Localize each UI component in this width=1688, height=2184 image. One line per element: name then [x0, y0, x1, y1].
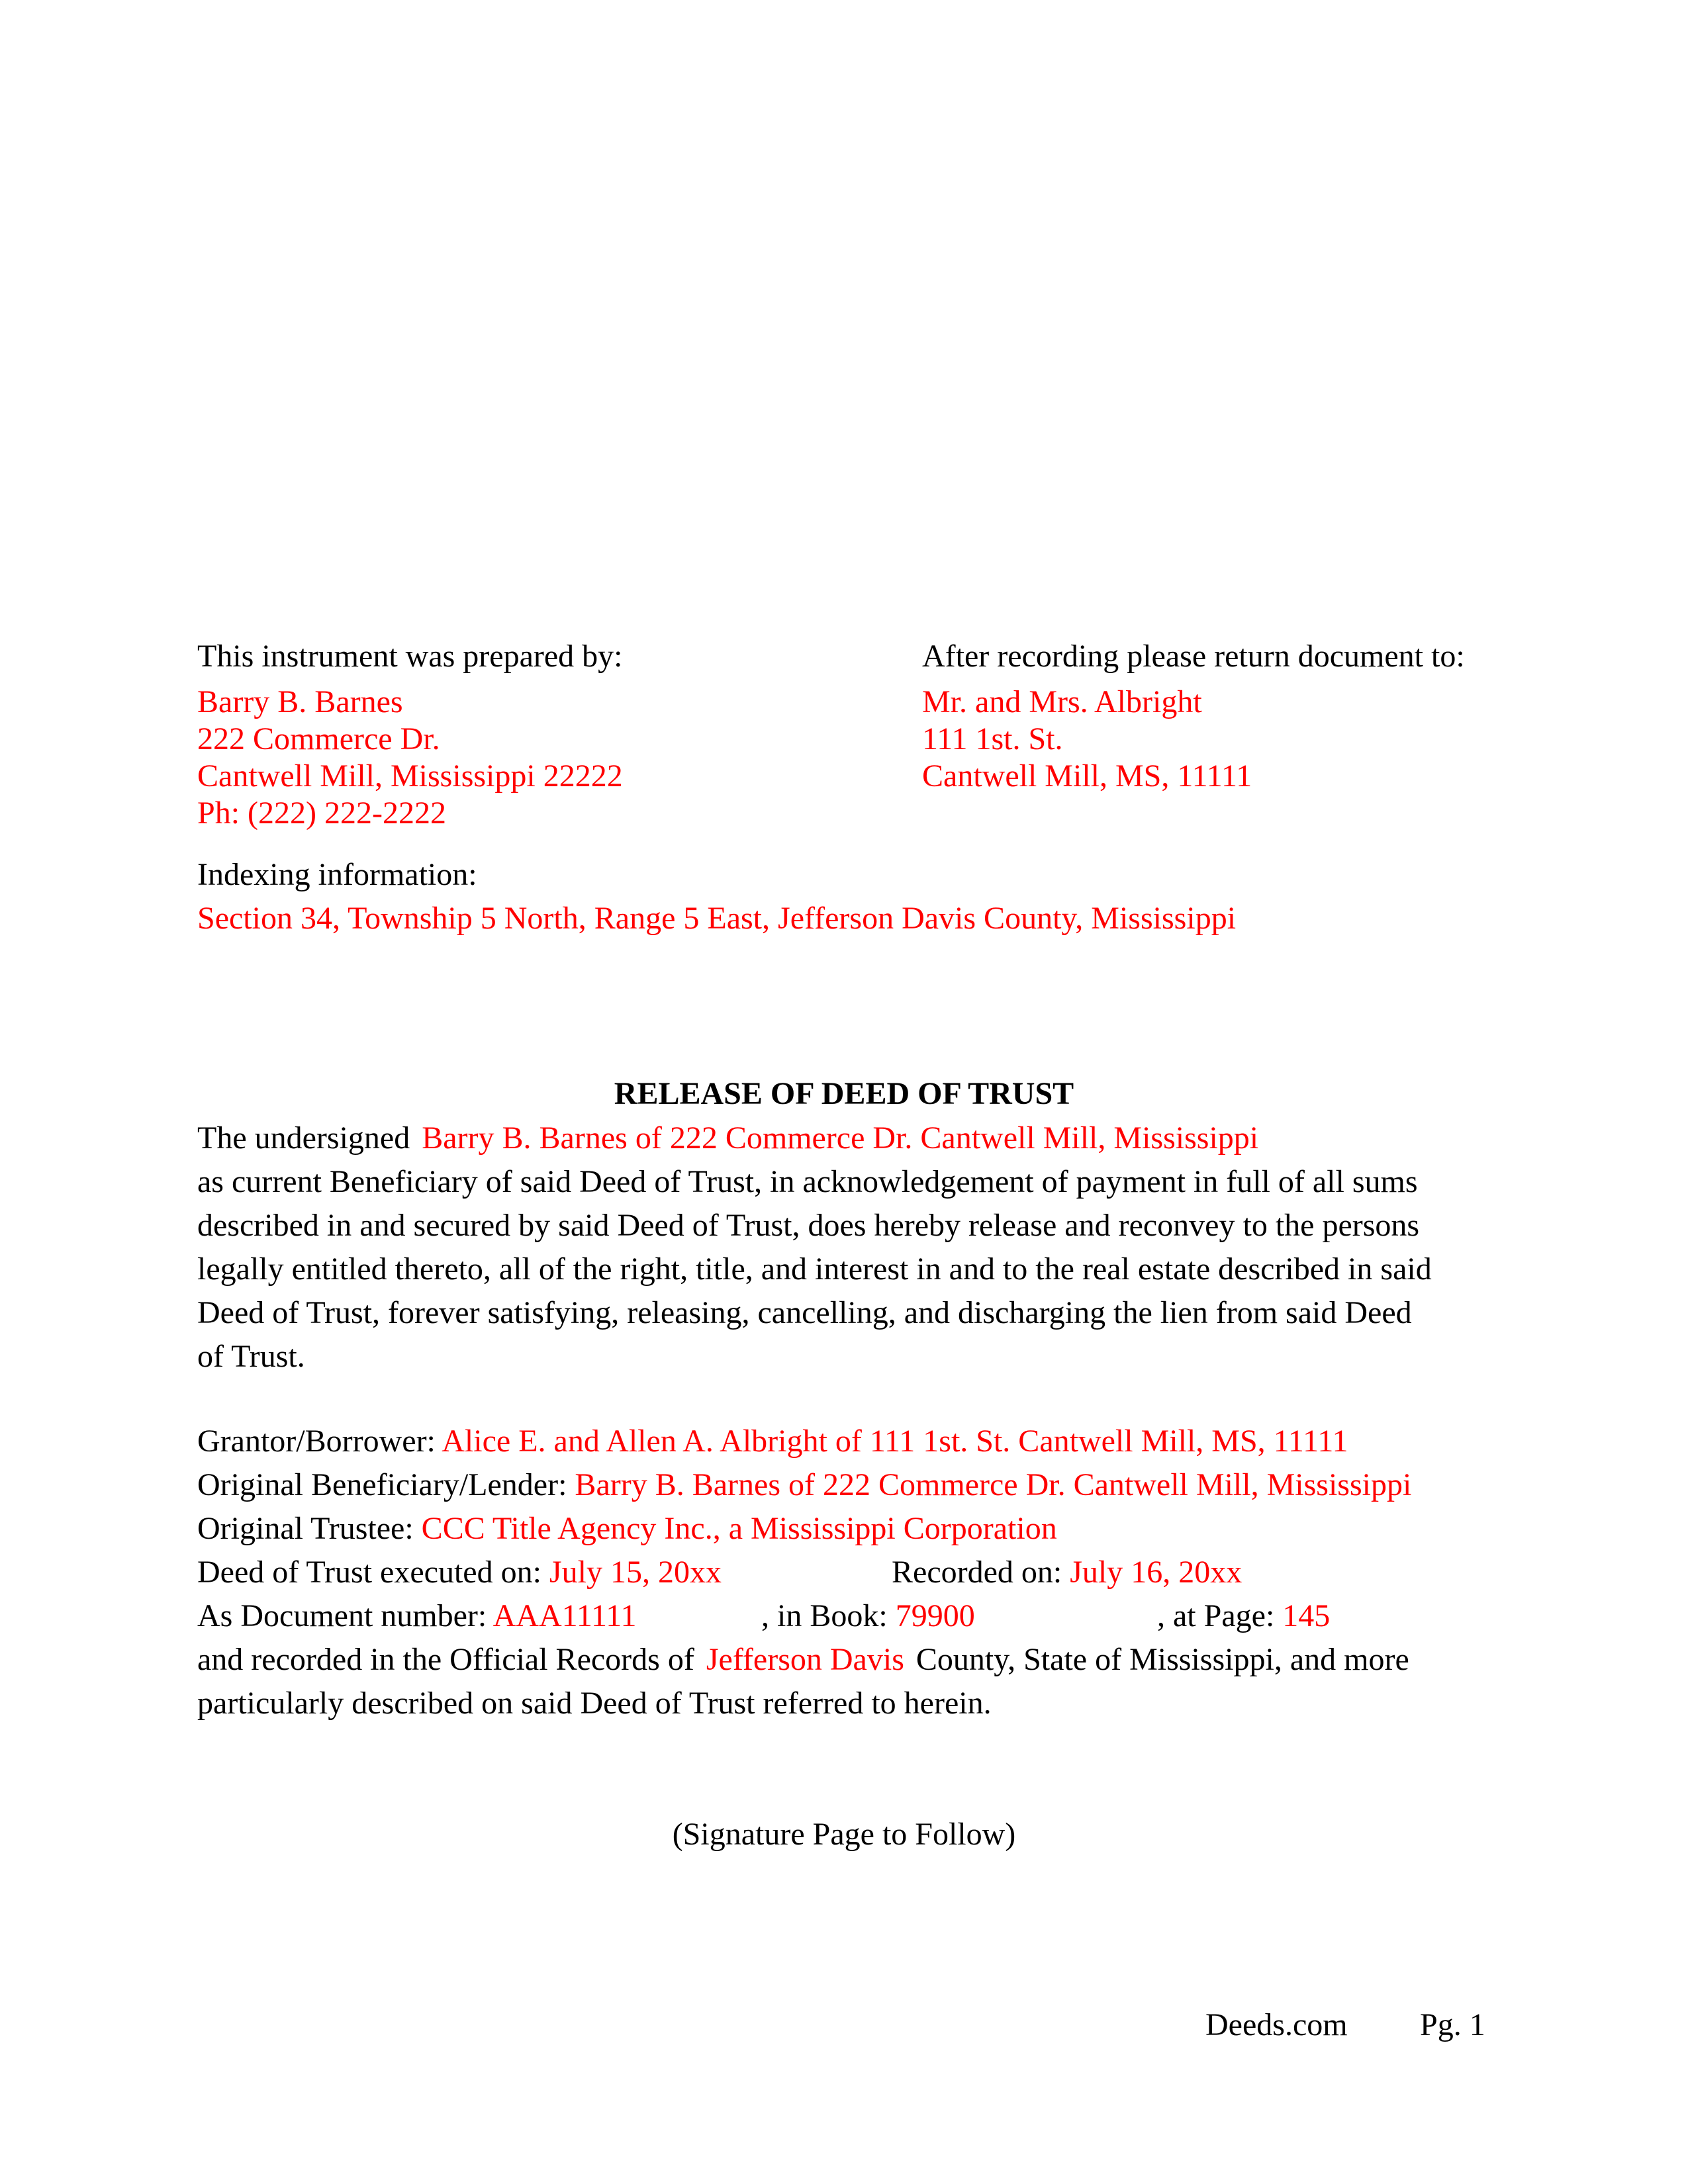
records-county: Jefferson Davis — [706, 1642, 904, 1677]
beneficiary-value: Barry B. Barnes of 222 Commerce Dr. Cantwell Mill, Mississippi — [575, 1467, 1412, 1502]
beneficiary-label: Original Beneficiary/Lender: — [197, 1467, 567, 1502]
preparer-address-line1: 222 Commerce Dr. — [197, 721, 440, 756]
body-line-4: Deed of Trust, forever satisfying, releasing, cancelling, and discharging the lien from said Deed — [197, 1295, 1412, 1330]
indexing-value: Section 34, Township 5 North, Range 5 East, Jefferson Davis County, Mississippi — [197, 901, 1237, 936]
document-number-value: AAA11111 — [492, 1598, 637, 1633]
body-intro-label: The undersigned — [197, 1120, 410, 1156]
body-intro — [197, 1120, 1258, 1157]
indexing-label: Indexing information: — [197, 857, 477, 892]
document-title: RELEASE OF DEED OF TRUST — [614, 1076, 1074, 1111]
recorded-value: July 16, 20xx — [1070, 1555, 1243, 1590]
book-value: 79900 — [895, 1598, 975, 1633]
page-value: 145 — [1282, 1598, 1331, 1633]
return-to-label: After recording please return document to: — [922, 639, 1465, 674]
return-to-address-line2: Cantwell Mill, MS, 11111 — [922, 758, 1252, 794]
beneficiary-row — [197, 1467, 1411, 1504]
recorded-label: Recorded on: — [892, 1555, 1062, 1590]
footer-site: Deeds.com — [1205, 2007, 1348, 2042]
executed-row — [197, 1554, 722, 1591]
footer-page-number: Pg. 1 — [1420, 2007, 1485, 2042]
preparer-address-line2: Cantwell Mill, Mississippi 22222 — [197, 758, 623, 794]
preparer-phone: Ph: (222) 222-2222 — [197, 796, 446, 831]
book-label: , in Book: — [761, 1598, 888, 1633]
grantor-value: Alice E. and Allen A. Albright of 111 1st. St. Cantwell Mill, MS, 11111 — [442, 1424, 1348, 1459]
page-label: , at Page: — [1157, 1598, 1275, 1633]
book-row — [761, 1598, 975, 1635]
executed-value: July 15, 20xx — [549, 1555, 722, 1590]
records-suffix: County, State of Mississippi, and more — [915, 1642, 1409, 1677]
page-row — [1157, 1598, 1330, 1635]
body-line-1: as current Beneficiary of said Deed of Trust, in acknowledgement of payment in full of all sums — [197, 1164, 1418, 1199]
document-number-label: As Document number: — [197, 1598, 487, 1633]
trustee-row — [197, 1510, 1057, 1547]
records-row — [197, 1641, 1409, 1678]
trustee-value: CCC Title Agency Inc., a Mississippi Corporation — [421, 1511, 1057, 1546]
return-to-address-line1: 111 1st. St. — [922, 721, 1063, 756]
prepared-by-label: This instrument was prepared by: — [197, 639, 623, 674]
records-label: and recorded in the Official Records of — [197, 1642, 694, 1677]
grantor-row — [197, 1423, 1348, 1460]
executed-label: Deed of Trust executed on: — [197, 1555, 541, 1590]
body-intro-beneficiary: Barry B. Barnes of 222 Commerce Dr. Cantwell Mill, Mississippi — [422, 1120, 1259, 1156]
preparer-name: Barry B. Barnes — [197, 684, 403, 719]
closing-line: particularly described on said Deed of Trust referred to herein. — [197, 1686, 992, 1721]
grantor-label: Grantor/Borrower: — [197, 1424, 436, 1459]
body-line-3: legally entitled thereto, all of the right, title, and interest in and to the real estate described in said — [197, 1251, 1432, 1287]
return-to-name: Mr. and Mrs. Albright — [922, 684, 1202, 719]
document-number-row — [197, 1598, 636, 1635]
body-line-5: of Trust. — [197, 1339, 305, 1374]
trustee-label: Original Trustee: — [197, 1511, 414, 1546]
signature-note: (Signature Page to Follow) — [672, 1817, 1016, 1852]
recorded-row — [892, 1554, 1242, 1591]
body-line-2: described in and secured by said Deed of Trust, does hereby release and reconvey to the persons — [197, 1208, 1420, 1243]
